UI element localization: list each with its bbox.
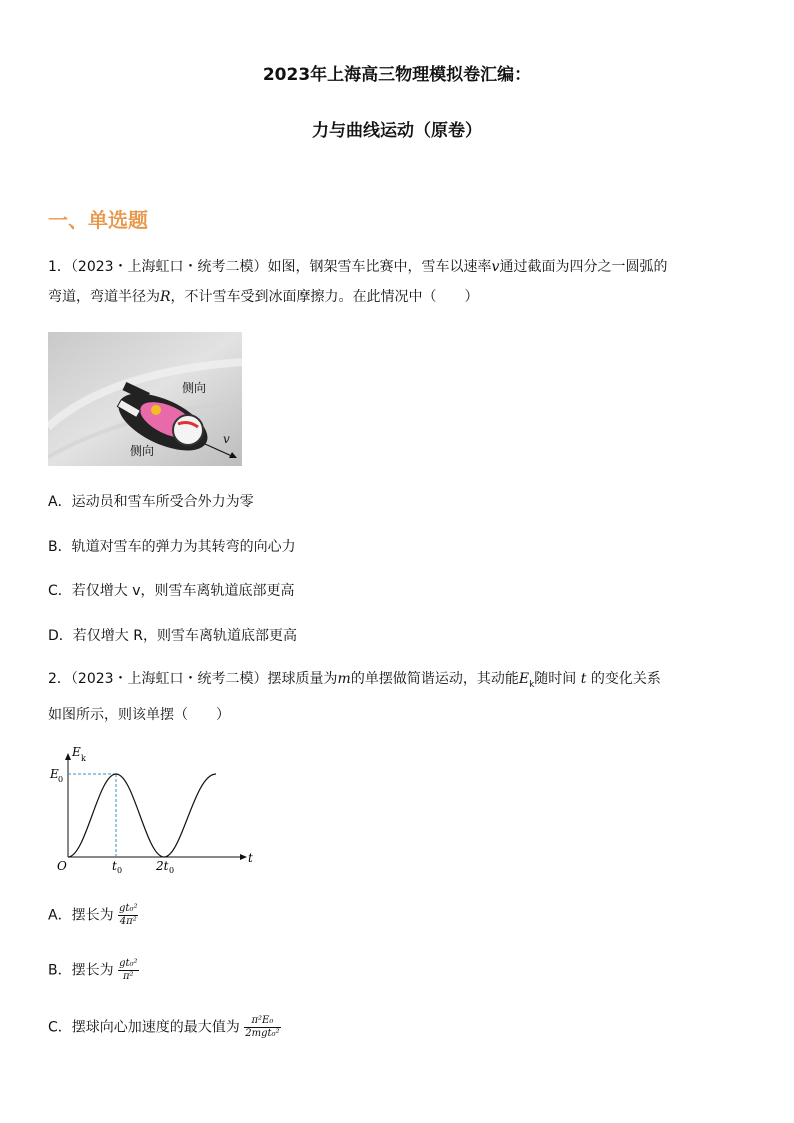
y-tick-label: E: [50, 767, 59, 781]
q2-option-b-fraction: [118, 958, 138, 983]
q1-option-a: A．运动员和雪车所受合外力为零: [48, 494, 254, 510]
q2-line1-mid2: 随时间: [534, 671, 577, 687]
q2-line1-mid: 的单摆做简谐运动，其动能: [350, 671, 519, 687]
x-tick-2t0-sub: 0: [169, 866, 175, 875]
q2-option-c: [48, 1015, 281, 1040]
ek-time-graph: [48, 744, 263, 876]
q2-option-c-fraction: [244, 1015, 280, 1040]
q2-var-t: t: [580, 671, 587, 687]
q1-var-r: R: [160, 289, 171, 305]
q2-var-ek-sub: k: [529, 679, 535, 690]
q2-option-b-numerator: gt₀²: [119, 958, 138, 969]
q1-line2a: 弯道，弯道半径为: [48, 289, 160, 305]
bobsled-photo: [48, 332, 242, 466]
q1-line1: 1．（2023・上海虹口・统考二模）如图，钢架雪车比赛中，雪车以速率: [48, 259, 492, 275]
section-heading: 一、单选题: [48, 208, 148, 232]
ek-curve: [68, 774, 216, 857]
photo-label-side-1: 侧向: [182, 381, 207, 395]
x-tick-t0-sub: 0: [117, 866, 123, 875]
q2-option-a-label: A．摆长为: [48, 907, 114, 924]
q2-option-a-denominator: 4π²: [119, 916, 137, 927]
x-tick-2t0: 2t: [156, 859, 169, 873]
y-tick-label-sub: 0: [58, 775, 64, 784]
question-2-text: [48, 664, 661, 730]
origin-label: O: [57, 859, 67, 873]
q2-option-a-fraction: [118, 903, 138, 928]
x-tick-t0: t: [112, 859, 117, 873]
q2-option-c-denominator: 2mgt₀²: [245, 1028, 280, 1039]
photo-label-v: v: [223, 432, 230, 446]
q2-var-ek: E: [518, 671, 530, 687]
q1-option-b: B．轨道对雪车的弹力为其转弯的向心力: [48, 539, 296, 555]
q2-line2: 如图所示，则该单摆（ ）: [48, 706, 230, 723]
y-axis-label-sub: k: [81, 754, 86, 763]
q2-option-a-numerator: gt₀²: [119, 903, 138, 914]
page-subtitle: 力与曲线运动（原卷）: [312, 121, 482, 141]
q2-option-b-denominator: π²: [122, 971, 134, 982]
y-axis-label: E: [72, 745, 81, 759]
q2-option-c-label: C．摆球向心加速度的最大值为: [48, 1019, 240, 1036]
q1-option-d: D．若仅增大 R，则雪车离轨道底部更高: [48, 628, 297, 644]
q2-line1-end: 的变化关系: [590, 671, 661, 687]
q2-option-c-numerator: π²E₀: [244, 1015, 280, 1028]
q1-line2b: ，不计雪车受到冰面摩擦力。在此情况中（ ）: [170, 289, 479, 305]
q2-var-m: m: [337, 671, 351, 687]
q2-option-b: [48, 958, 139, 983]
q2-option-b-label: B．摆长为: [48, 962, 114, 979]
x-axis-label: t: [248, 851, 253, 865]
photo-label-side-2: 侧向: [130, 444, 155, 458]
bobsled-illustration: [48, 332, 242, 466]
q1-option-c: C．若仅增大 v，则雪车离轨道底部更高: [48, 583, 295, 599]
question-1-text: [48, 252, 667, 312]
q1-var-v: v: [491, 259, 500, 275]
q2-line1: 2．（2023・上海虹口・统考二模）摆球质量为: [48, 671, 338, 687]
page-title: 2023年上海高三物理模拟卷汇编：: [262, 65, 532, 85]
q2-option-a: [48, 903, 138, 928]
q1-line1-end: 通过截面为四分之一圆弧的: [499, 259, 668, 275]
